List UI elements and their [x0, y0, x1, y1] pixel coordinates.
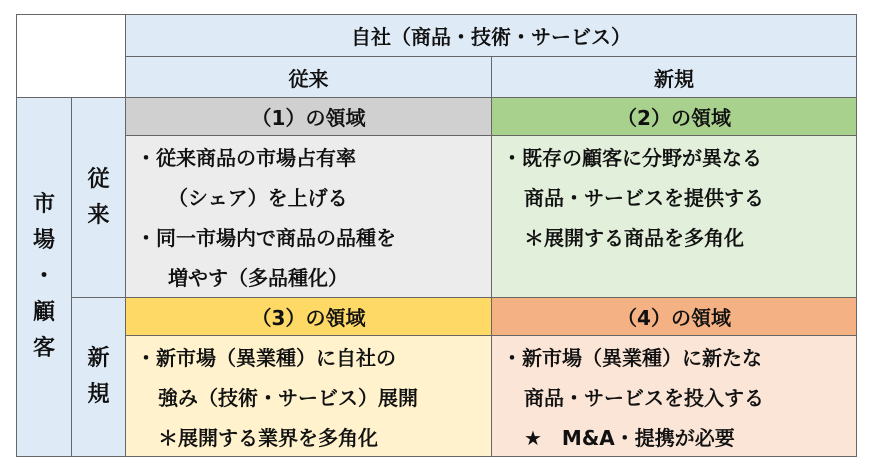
- header-existing: 従来: [125, 56, 492, 98]
- quadrant-3-line: ＊展開する業界を多角化: [158, 426, 378, 450]
- quadrant-1-body: [125, 135, 492, 298]
- side-new: [71, 297, 126, 457]
- quadrant-1-line: ・従来商品の市場占有率: [136, 146, 356, 170]
- side-existing-char: 来: [87, 202, 110, 228]
- side-new-char: 新: [87, 346, 110, 371]
- side-new-char: 規: [87, 382, 110, 407]
- quadrant-1-line: （シェア）を上げる: [168, 186, 348, 210]
- quadrant-3-line: ・新市場（異業種）に自社の: [136, 346, 396, 370]
- side-market-char: 顧: [32, 300, 55, 325]
- quadrant-4-body: [491, 335, 857, 457]
- quadrant-3-body: [125, 335, 492, 457]
- header-new: 新規: [491, 56, 857, 98]
- quadrant-2-body: [491, 135, 857, 298]
- ansoff-matrix-table: [16, 14, 857, 457]
- side-existing-char: 従: [87, 166, 110, 192]
- quadrant-4-line: ・新市場（異業種）に新たな: [502, 346, 762, 370]
- quadrant-2-line: 商品・サービスを提供する: [524, 186, 764, 210]
- quadrant-2-title: （2）の領域: [491, 97, 857, 136]
- quadrant-3-title: （3）の領域: [125, 297, 492, 336]
- side-market-char: 場: [32, 228, 55, 253]
- quadrant-4-title: （4）の領域: [491, 297, 857, 336]
- quadrant-1-line: ・同一市場内で商品の品種を: [136, 226, 396, 250]
- quadrant-2-line: ＊展開する商品を多角化: [524, 226, 744, 250]
- corner-cell: [16, 14, 126, 98]
- quadrant-2-line: ・既存の顧客に分野が異なる: [502, 146, 762, 170]
- quadrant-4-line: ★ M&A・提携が必要: [524, 426, 735, 450]
- side-market-char: 客: [32, 336, 55, 361]
- side-market-char: ・: [32, 264, 55, 289]
- quadrant-1-line: 増やす（多品種化）: [168, 266, 348, 290]
- side-existing: [71, 97, 126, 298]
- quadrant-1-title: （1）の領域: [125, 97, 492, 136]
- side-market-char: 市: [32, 192, 55, 217]
- quadrant-4-line: 商品・サービスを投入する: [524, 386, 764, 410]
- quadrant-3-line: 強み（技術・サービス）展開: [158, 386, 418, 410]
- side-market-customer: [16, 97, 72, 457]
- header-company: 自社（商品・技術・サービス）: [125, 14, 857, 57]
